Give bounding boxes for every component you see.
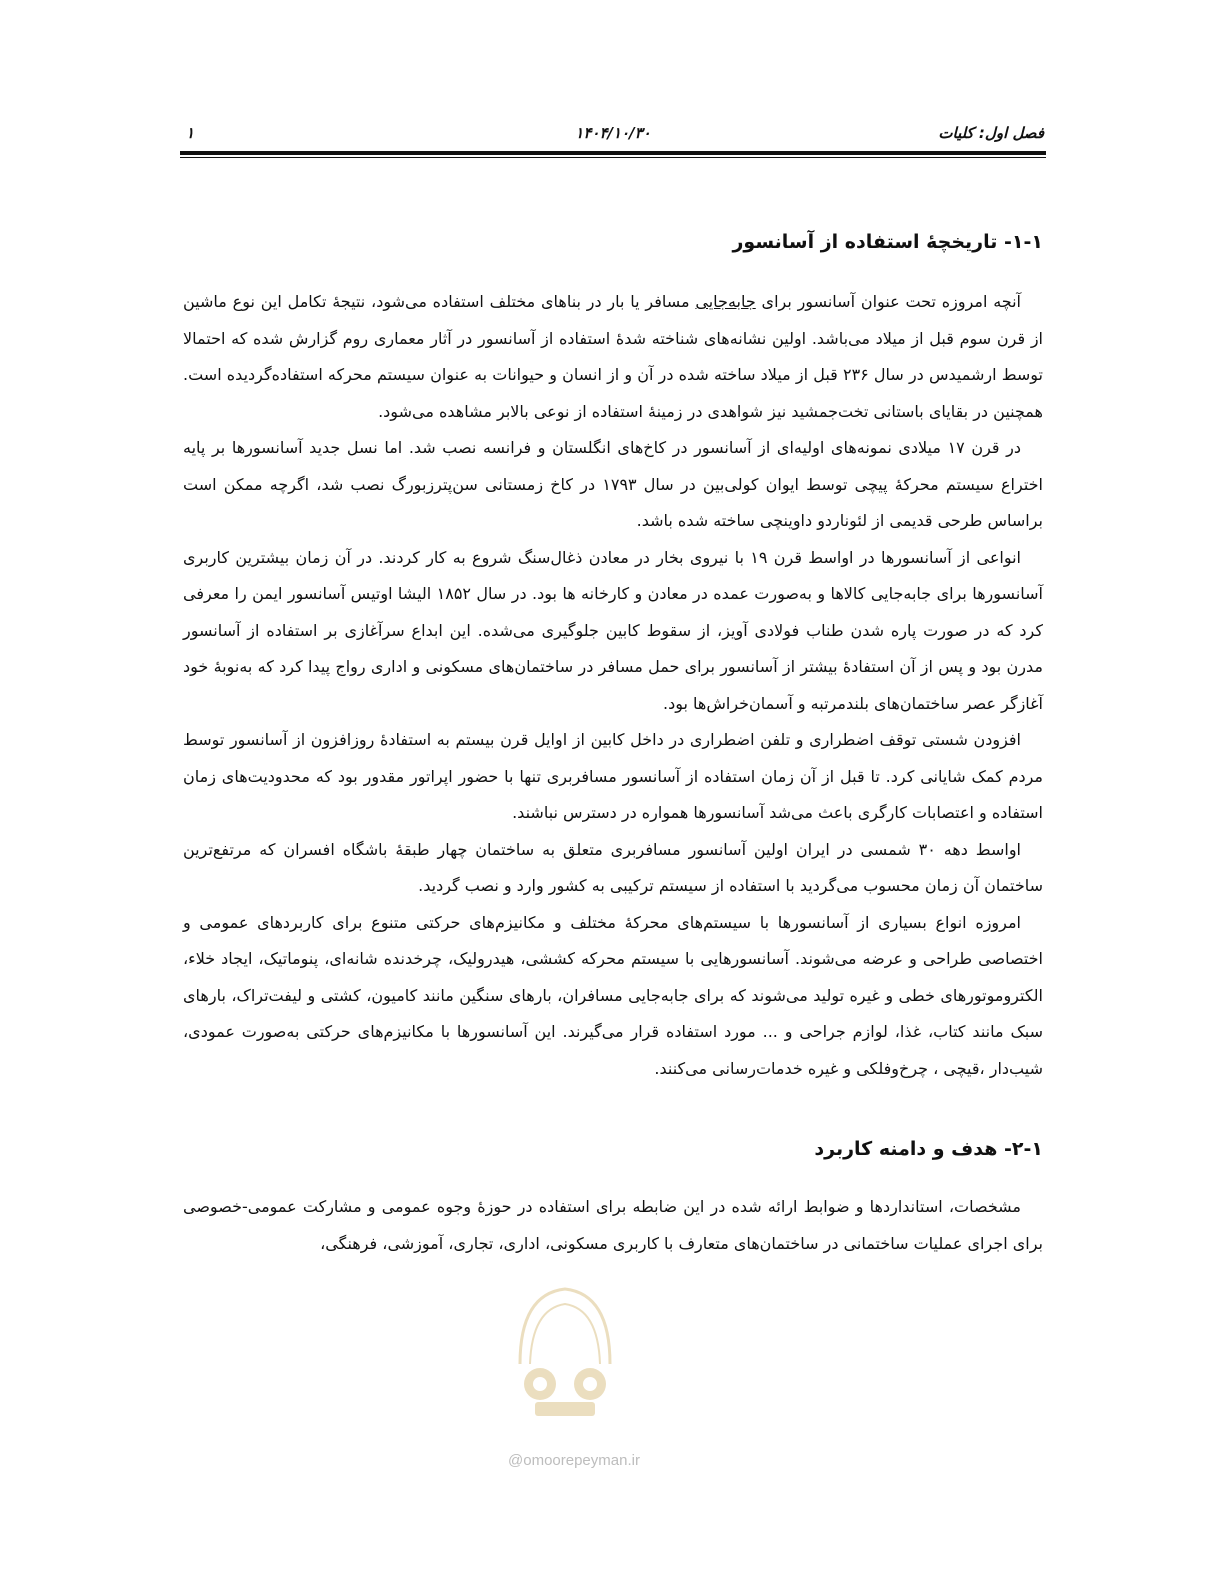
paragraph: اواسط دهه ۳۰ شمسی در ایران اولین آسانسور مسافربری متعلق به ساختمان چهار طبقۀ باشگاه افسران که مرتفع‌ترین ساختمان آن زمان محسوب می‌گردید با استفاده از سیستم ترکیبی به کشور وارد و نصب گردید. [183, 839, 1043, 895]
paragraph: مشخصات، استانداردها و ضوابط ارائه شده در این ضابطه برای استفاده در حوزۀ وجوه عمومی و مشارکت عمومی-خصوصی برای اجرای عملیات ساختمانی در ساختمان‌های متعارف با کاربری مسکونی، اداری، تجاری، آموزشی، فرهنگی، [183, 1197, 1043, 1253]
chapter-title: فصل اول: کلیات [938, 124, 1044, 142]
paragraph: انواعی از آسانسورها در اواسط قرن ۱۹ با نیروی بخار در معادن ذغال‌سنگ شروع به کار کردند. در آن زمان بیشترین کاربری آسانسورها برای جابه‌جایی کالاها و به‌صورت عمده در معادن و کارخانه ها بود. در سال ۱۸۵۲ الیشا اوتیس آسانسور ایمن را معرفی کرد که در صورت پاره شدن طناب فولادی آویز، از سقوط کابین جلوگیری می‌شده. این ابداع سرآغازی بر استفاده از آسانسور مدرن بود و پس از آن استفادۀ بیشتر از آسانسور برای حمل مسافر در ساختمان‌های مسکونی و اداری رواج پیدا کرد که به‌نوبۀ خود آغازگر عصر ساختمان‌های بلندمرتبه و آسمان‌خراش‌ها بود. [183, 547, 1044, 713]
paragraph: در قرن ۱۷ میلادی نمونه‌های اولیه‌ای از آسانسور در کاخ‌های انگلستان و فرانسه نصب شد. اما نسل جدید آسانسورها بر پایه اختراع سیستم محرکۀ پیچی توسط ایوان کولی‌بین در سال ۱۷۹۳ در کاخ زمستانی سن‌پترزبورگ نصب شد، اگرچه ممکن است براساس طرحی قدیمی از لئوناردو داوینچی ساخته شده باشد. [183, 438, 1043, 530]
page-header [182, 116, 1044, 146]
header-rule [180, 151, 1046, 158]
page-number: ۱ [186, 124, 195, 142]
underlined-word: جابه‌جایی [695, 292, 756, 311]
watermark-url: @omoorepeyman.ir [508, 1452, 640, 1469]
section-title-scope: ۲-۱- هدف و دامنه کاربرد [814, 1138, 1043, 1160]
paragraph [183, 284, 1043, 430]
paragraph-text: آنچه امروزه تحت عنوان آسانسور برای [755, 292, 1022, 311]
section-title-history: ۱-۱- تاریخچۀ استفاده از آسانسور [732, 231, 1043, 253]
document-body [183, 222, 1043, 1262]
paragraph: افزودن شستی توقف اضطراری و تلفن اضطراری در داخل کابین از اوایل قرن بیستم به استفادۀ روزافزون از آسانسور توسط مردم کمک شایانی کرد. تا قبل از آن زمان استفاده از آسانسور مسافربری تنها با حضور اپراتور مقدور بود که محدودیت‌های زمان استفاده و اعتصابات کارگری باعث می‌شد آسانسورها همواره در دسترس نباشند. [183, 730, 1043, 822]
header-date: ۱۴۰۴/۱۰/۳۰ [575, 124, 651, 142]
paragraph-text: مسافر یا بار در بناهای مختلف استفاده می‌شود، نتیجۀ تکامل این نوع ماشین از قرن سوم قبل از میلاد می‌باشد. اولین نشانه‌های شناخته شدۀ استفاده از آسانسور در آثار معماری روم گزارش شده که احتمالا توسط ارشمیدس در سال ۲۳۶ قبل از میلاد ساخته شده در آن و از انسان و حیوانات به عنوان سیستم محرکه استفاده‌گردیده است. همچنین در بقایای باستانی تخت‌جمشید نیز شواهدی در زمینۀ استفاده از نوعی بالابر مشاهده می‌شود. [183, 292, 1044, 421]
paragraph: امروزه انواع بسیاری از آسانسورها با سیستم‌های محرکۀ مختلف و مکانیزم‌های حرکتی متنوع برای کاربردهای عمومی و اختصاصی طراحی و عرضه می‌شوند. آسانسورهایی با سیستم محرکه کششی، هیدرولیک، چرخدنده شانه‌ای، پنوماتیک، ایجاد خلاء، الکتروموتورهای خطی و غیره تولید می‌شوند که برای جابه‌جایی مسافران، بارهای سنگین مانند کامیون، کشتی و لیفت‌تراک، بارهای سبک مانند کتاب، غذا، لوازم جراحی و ... مورد استفاده قرار می‌گیرند. این آسانسورها با مکانیزم‌های حرکتی به‌صورت عمودی، شیب‌دار ،قیچی ، چرخ‌وفلکی و غیره خدمات‌رسانی می‌کنند. [183, 912, 1043, 1078]
watermark-logo-icon [500, 1274, 630, 1434]
